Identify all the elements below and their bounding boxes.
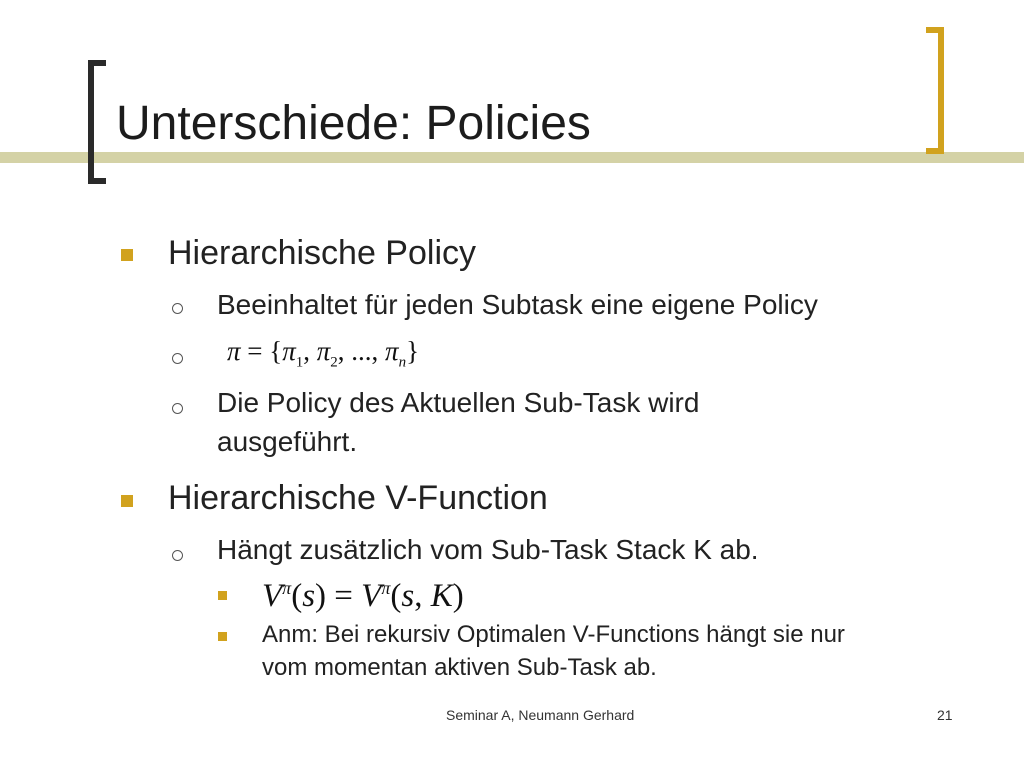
bullet-hierarchische-policy: Hierarchische Policy	[168, 234, 476, 272]
left-bracket-decoration	[88, 60, 106, 184]
subbullet-current-subtask-line2: ausgeführt.	[217, 426, 358, 457]
small-square-bullet-icon	[218, 632, 227, 641]
circle-bullet-icon	[172, 403, 183, 414]
policy-set-formula: $\pi = \{\pi_1$, $\pi_2$, ..., $\pi_n$}	[227, 336, 420, 371]
slide-title: Unterschiede: Policies	[116, 97, 591, 150]
footer-page-number: 21	[937, 707, 953, 723]
subbullet-subtask-policy: Beeinhaltet für jeden Subtask eine eigene Policy	[217, 289, 818, 320]
circle-bullet-icon	[172, 353, 183, 364]
square-bullet-icon	[121, 249, 133, 261]
bullet-hierarchische-v-function: Hierarchische V-Function	[168, 479, 548, 517]
subbullet-current-subtask-line1: Die Policy des Aktuellen Sub-Task wird	[217, 387, 700, 418]
circle-bullet-icon	[172, 303, 183, 314]
footer-presenter: Seminar A, Neumann Gerhard	[446, 707, 635, 723]
small-square-bullet-icon	[218, 591, 227, 600]
note-line2: vom momentan aktiven Sub-Task ab.	[262, 654, 657, 681]
subbullet-subtask-stack: Hängt zusätzlich vom Sub-Task Stack K ab.	[217, 534, 759, 565]
note-line1: Anm: Bei rekursiv Optimalen V-Functions hängt sie nur	[262, 621, 845, 648]
title-accent-bar	[0, 152, 1024, 163]
right-bracket-decoration	[926, 27, 944, 154]
value-function-formula: $V^\pi(s) = V^\pi(s$, K)	[262, 578, 464, 614]
square-bullet-icon	[121, 495, 133, 507]
circle-bullet-icon	[172, 550, 183, 561]
